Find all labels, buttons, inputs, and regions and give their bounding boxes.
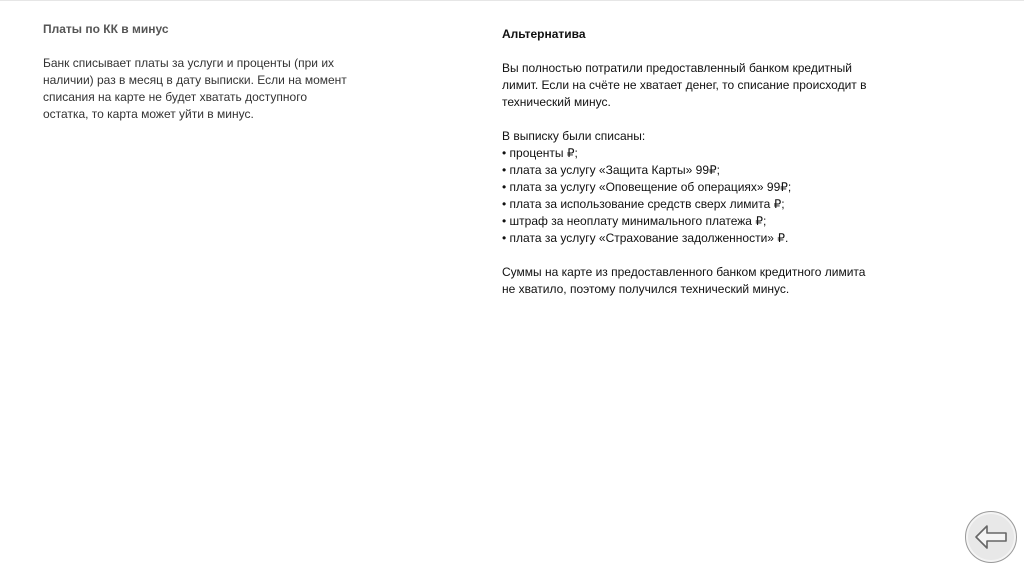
right-conclusion: Суммы на карте из предоставленного банком кредитного лимита не хватило, поэтому получился технический минус. (502, 265, 866, 296)
left-text: Банк списывает платы за услуги и проценты (при их наличии) раз в месяц в дату выписки. Если на момент списания на карте не будет хватать доступного остатка, то карта может уйти в минус. (43, 56, 347, 121)
right-title: Альтернатива (502, 27, 586, 41)
spacer (502, 247, 882, 264)
left-title: Платы по КК в минус (43, 22, 169, 36)
spacer (502, 111, 882, 128)
list-item: • проценты ₽; (502, 145, 882, 162)
charges-list (502, 145, 882, 247)
list-item: • штраф за неоплату минимального платежа ₽; (502, 213, 882, 230)
right-intro: Вы полностью потратили предоставленный банком кредитный лимит. Если на счёте не хватает денег, то списание происходит в технический минус. (502, 61, 867, 109)
back-button[interactable] (965, 511, 1017, 563)
left-column (43, 21, 353, 123)
list-item: • плата за услугу «Защита Карты» 99₽; (502, 162, 882, 179)
arrow-left-icon (974, 524, 1008, 550)
list-heading: В выписку были списаны: (502, 129, 646, 143)
list-item: • плата за услугу «Оповещение об операциях» 99₽; (502, 179, 882, 196)
list-item: • плата за услугу «Страхование задолженности» ₽. (502, 230, 882, 247)
list-item: • плата за использование средств сверх лимита ₽; (502, 196, 882, 213)
right-column (502, 26, 882, 298)
